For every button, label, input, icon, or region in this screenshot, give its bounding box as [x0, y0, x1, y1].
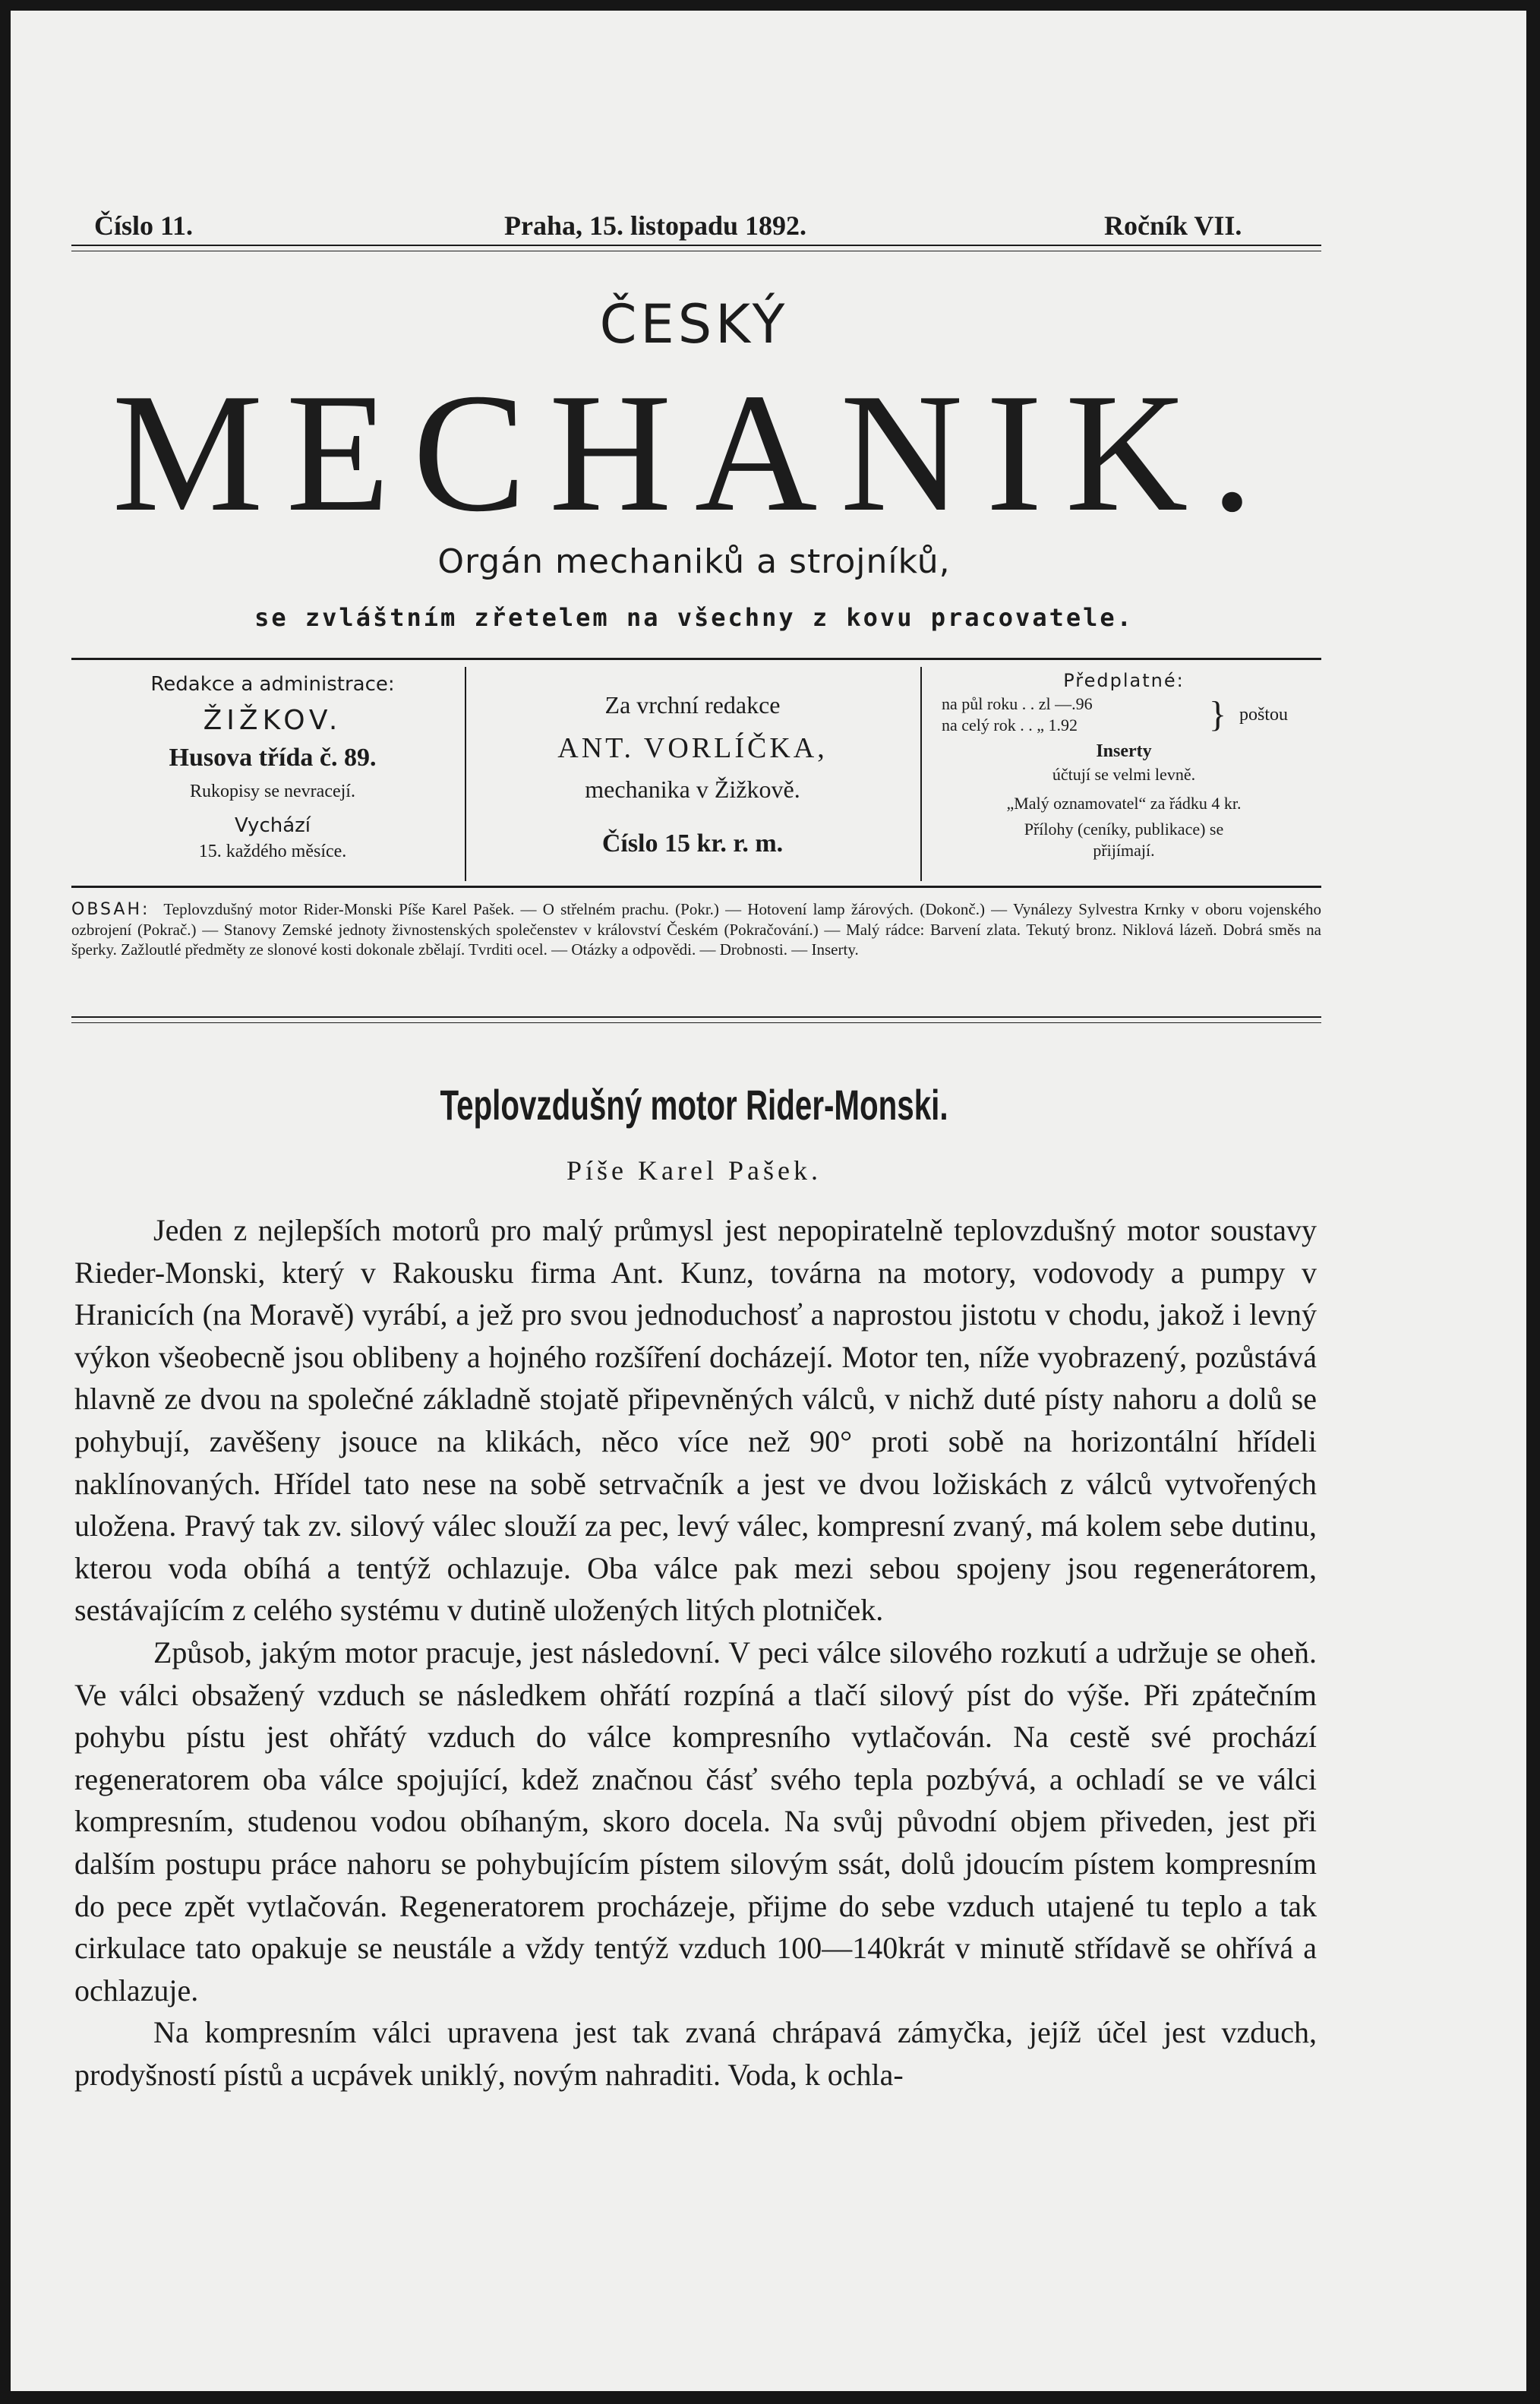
newspaper-page [11, 11, 1526, 2391]
article-paragraph: Jeden z nejlepších motorů pro malý průmysl jest nepopiratelně teplovzdušný motor soustavy Rieder-Monski, který v Rakousku firma Ant. Kunz, továrna na motory, vodovody a pumpy v Hranicích (na Moravě) vyrábí, a jež pro svou jednoduchosť a naprostou jistotu v chodu, jakož i levný výkon všeobecně jsou oblibeny a hojného rozšíření docházejí. Motor ten, níže vyobrazený, pozůstává hlavně ze dvou na společné základně stojatě připevněných válců, v nichž duté písty nahoru a dolů se pohybují, zavěšeny jsouce na klikách, něco více než 90° proti sobě na horizontální hřídeli naklínovaných. Hřídel tato nese na sobě setrvačník a jest ve dvou ložiskách z válců vytvořených uložena. Pravý tak zv. silový válec slouží za pec, levý válec, kompresní zvaný, má kolem sebe dutinu, kterou voda obíhá a tentýž ochlazuje. Oba válce pak mezi sebou spojeny jsou regenerátorem, sestávajícím z celého systému v dutině uložených litých plotniček. [74, 1213, 1317, 1628]
published-schedule: 15. každého měsíce. [198, 842, 347, 861]
published-label: Vychází [234, 814, 311, 837]
subscription-full-year: na celý rok . . „ 1.92 [942, 716, 1078, 734]
office-label: Redakce a administrace: [150, 673, 395, 696]
masthead-subtitle: Orgán mechaniků a strojníků, [437, 542, 951, 581]
volume-number: Ročník VII. [1104, 210, 1242, 241]
editor-name: ANT. VORLÍČKA, [557, 732, 828, 764]
supplements-note: Přílohy (ceníky, publikace) se [1024, 820, 1224, 839]
office-district: ŽIŽKOV. [203, 705, 342, 736]
masthead-pretitle: ČESKÝ [599, 293, 789, 355]
subscription-posted: poštou [1239, 705, 1289, 725]
info-rule-top [71, 658, 1321, 660]
editor-profession: mechanika v Žižkově. [585, 776, 800, 803]
place-date: Praha, 15. listopadu 1892. [504, 210, 807, 241]
subscription-brace: } [1209, 694, 1227, 734]
subscription-half-year: na půl roku . . zl —.96 [942, 694, 1093, 713]
info-divider-right [920, 667, 922, 881]
manuscripts-note: Rukopisy se nevracejí. [190, 782, 355, 801]
adverts-note: účtují se velmi levně. [1052, 765, 1196, 784]
masthead-title: MECHANIK. [112, 359, 1276, 547]
editor-label: Za vrchní redakce [604, 691, 781, 719]
article-author: Píše Karel Pašek. [566, 1155, 822, 1186]
issue-number: Číslo 11. [94, 210, 194, 241]
subscription-heading: Předplatné: [1063, 670, 1185, 691]
article-paragraph: Na kompresním válci upravena jest tak zvaná chrápavá zámyčka, jejíž účel jest vzduch, prodyšností pístů a ucpávek uniklý, novým nahraditi. Voda, k ochla- [74, 2015, 1317, 2092]
article-paragraph: Způsob, jakým motor pracuje, jest následovní. V peci válce silového rozkutí a udržuje se oheň. Ve válci obsažený vzduch se následkem ohřátí rozpíná a tlačí silový píst do výše. Při zpátečním pohybu pístu jest ohřátý vzduch do válce kompresního vytlačován. Na cestě své prochází regeneratorem oba válce spojující, kdež značnou čásť svého tepla pozbývá, a ochladí se ve válci kompresním, studenou vodou obíhaným, skoro docela. Na svůj původní objem přiveden, jest při dalším postupu práce nahoru se pohybujícím pístem silovým ssát, dolů jdoucím pístem kompresním do pece zpět vytlačován. Regeneratorem procházeje, přijme do sebe vzduch utajené tu teplo a tak cirkulace tato opakuje se neustále a vždy tentýž vzduch 100—140krát v minutě střídavě se ohřívá a ochlazuje. [74, 1635, 1317, 2008]
office-address: Husova třída č. 89. [169, 744, 377, 772]
contents-block [71, 899, 1321, 959]
info-divider-left [465, 667, 466, 881]
supplements-note-end: přijímají. [1093, 841, 1155, 860]
adverts-label: Inserty [1096, 741, 1152, 761]
editorial-office-block [87, 670, 459, 862]
header-rule-top [71, 245, 1321, 246]
contents-rule-bottom [71, 1016, 1321, 1018]
article-title: Teplovzdušný motor Rider-Monski. [440, 1081, 948, 1129]
contents-text: Teplovzdušný motor Rider-Monski Píše Karel Pašek. — O střelném prachu. (Pokr.) — Hotovení lamp žárových. (Dokonč.) — Vynálezy Sylvestra Krnky v oboru vojenského ozbrojení (Pokrač.) — Stanovy Zemské jednoty živnostenských společenstev v království Českém (Pokračování.) — Malý rádce: Barvení zlata. Tekutý bronz. Niklová lázeň. Dobrá směs na šperky. Zažloutlé předměty ze slonové kosti dokonale zbělají. Tvrditi ocel. — Otázky a odpovědi. — Drobnosti. — Inserty. [71, 900, 1321, 959]
contents-label: OBSAH: [71, 900, 150, 919]
contents-rule-bottom-thin [71, 1022, 1321, 1023]
contents-rule-top [71, 886, 1321, 888]
masthead-subtitle-secondary: se zvláštním zřetelem na všechny z kovu pracovatele. [254, 603, 1134, 632]
article-body [74, 1209, 1317, 2096]
editor-block [471, 670, 914, 858]
small-ads-note: „Malý oznamovatel“ za řádku 4 kr. [1006, 794, 1242, 813]
subscription-block [926, 670, 1321, 861]
issue-price: Číslo 15 kr. r. m. [601, 829, 784, 858]
